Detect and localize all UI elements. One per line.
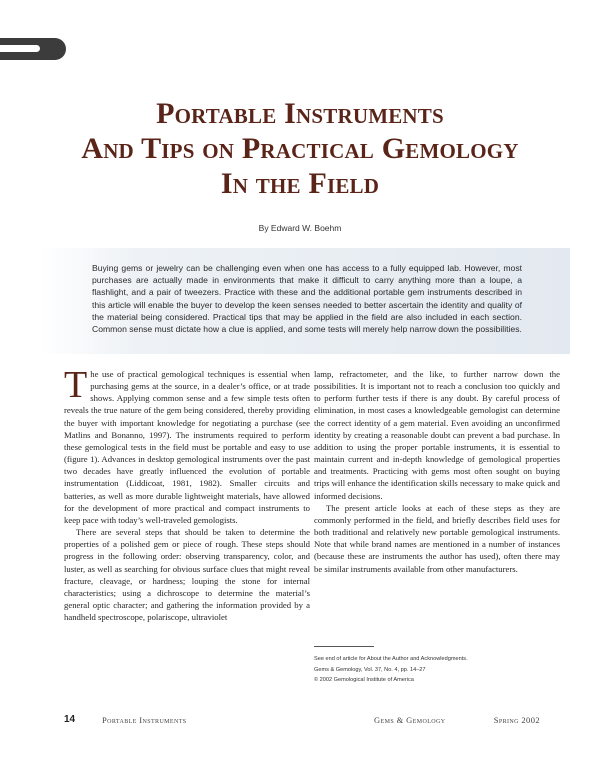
page-tab-marker [0,38,66,60]
body-column-right [314,368,560,575]
issue-date: Spring 2002 [493,715,540,725]
article-title [40,96,560,201]
abstract: Buying gems or jewelry can be challenging even when one has access to a fully equipped lab. However, most purchases are actually made in environments that make it difficult to carry anything more than a loupe, a flashlight, and a pair of tweezers. Practice with these and the additional portable gem instruments described in this article will enable the buyer to develop the keen senses needed to better ascertain the identity and quality of the material being considered. Practical tips that may be applied in the field are also included in each section. Common sense must dictate how a clue is applied, and some tests will merely help narrow down the possibilities. [92,263,522,335]
body-column-left [64,364,310,623]
byline: By Edward W. Boehm [258,223,342,233]
footnote-divider [314,646,374,647]
footnote-copyright: © 2002 Gemological Institute of America [314,677,414,683]
drop-cap: T [64,364,88,406]
title-line-1: Portable Instruments [156,97,444,130]
footnote-about-author: See end of article for About the Author and Acknowledgments. [314,656,468,662]
page-footer [64,714,540,728]
paragraph-intro [64,364,310,526]
paragraph-continuation: lamp, refractometer, and the like, to further narrow down the possibilities. It is important not to reach a conclusion too quickly and to perform further tests if there is any doubt. By careful process of elimination, in most cases a knowledgeable gemologist can determine the correct identity of a gem material. Even avoiding an unconfirmed identity by creating a reasonable doubt can prevent a bad purchase. In addition to using the proper portable instruments, it is essential to maintain current and in-depth knowledge of gemological properties and treatments. Practicing with gems most often sought on buying trips will enhance the identification skills necessary to make quick and informed decisions. [314,369,560,501]
running-title: Portable Instruments [102,715,187,725]
journal-name: Gems & Gemology [374,715,446,725]
title-line-3: In the Field [220,167,380,200]
footnotes [314,654,564,686]
paragraph-present-article: The present article looks at each of these steps as they are commonly performed in the field, and briefly describes field uses for both traditional and relatively new portable gemological instruments. Note that while brand names are mentioned in a number of instances (because these are instruments the author has used), often there may be similar instruments available from other manufacturers. [314,502,560,574]
page-number: 14 [64,714,76,725]
footnote-citation: Gems & Gemology, Vol. 37, No. 4, pp. 14–27 [314,666,426,673]
title-line-2: And Tips on Practical Gemology [81,132,519,165]
paragraph-steps: There are several steps that should be taken to determine the properties of a polished gem or piece of rough. These steps should progress in the following order: observing transparency, color, and luster, as well as searching for obvious surface clues that might reveal fracture, cleavage, or hardness; louping the stone for internal characteristics; using a dichroscope to determine the material’s general optic character; and gathering the information provided by a handheld spectroscope, polariscope, ultraviolet [64,527,310,623]
paragraph-intro-text: he use of practical gemological techniques is essential when purchasing gems at the source, in a dealer’s office, or at trade shows. Applying common sense and a few simple tests often reveals the true nature of the gem being considered, thereby providing the buyer with important knowledge for negotiating a purchase (see Matlins and Bonanno, 1997). The instruments required to perform these gemological tests in the field must be portable and easy to use (figure 1). Advances in desktop gemological instruments over the past two decades have greatly influenced the evolution of portable instrumentation (Liddicoat, 1981, 1982). Smaller circuits and batteries, as well as more durable lightweight materials, have allowed for the development of more practical and compact instruments to keep pace with today’s well-traveled gemologists. [64,369,310,525]
